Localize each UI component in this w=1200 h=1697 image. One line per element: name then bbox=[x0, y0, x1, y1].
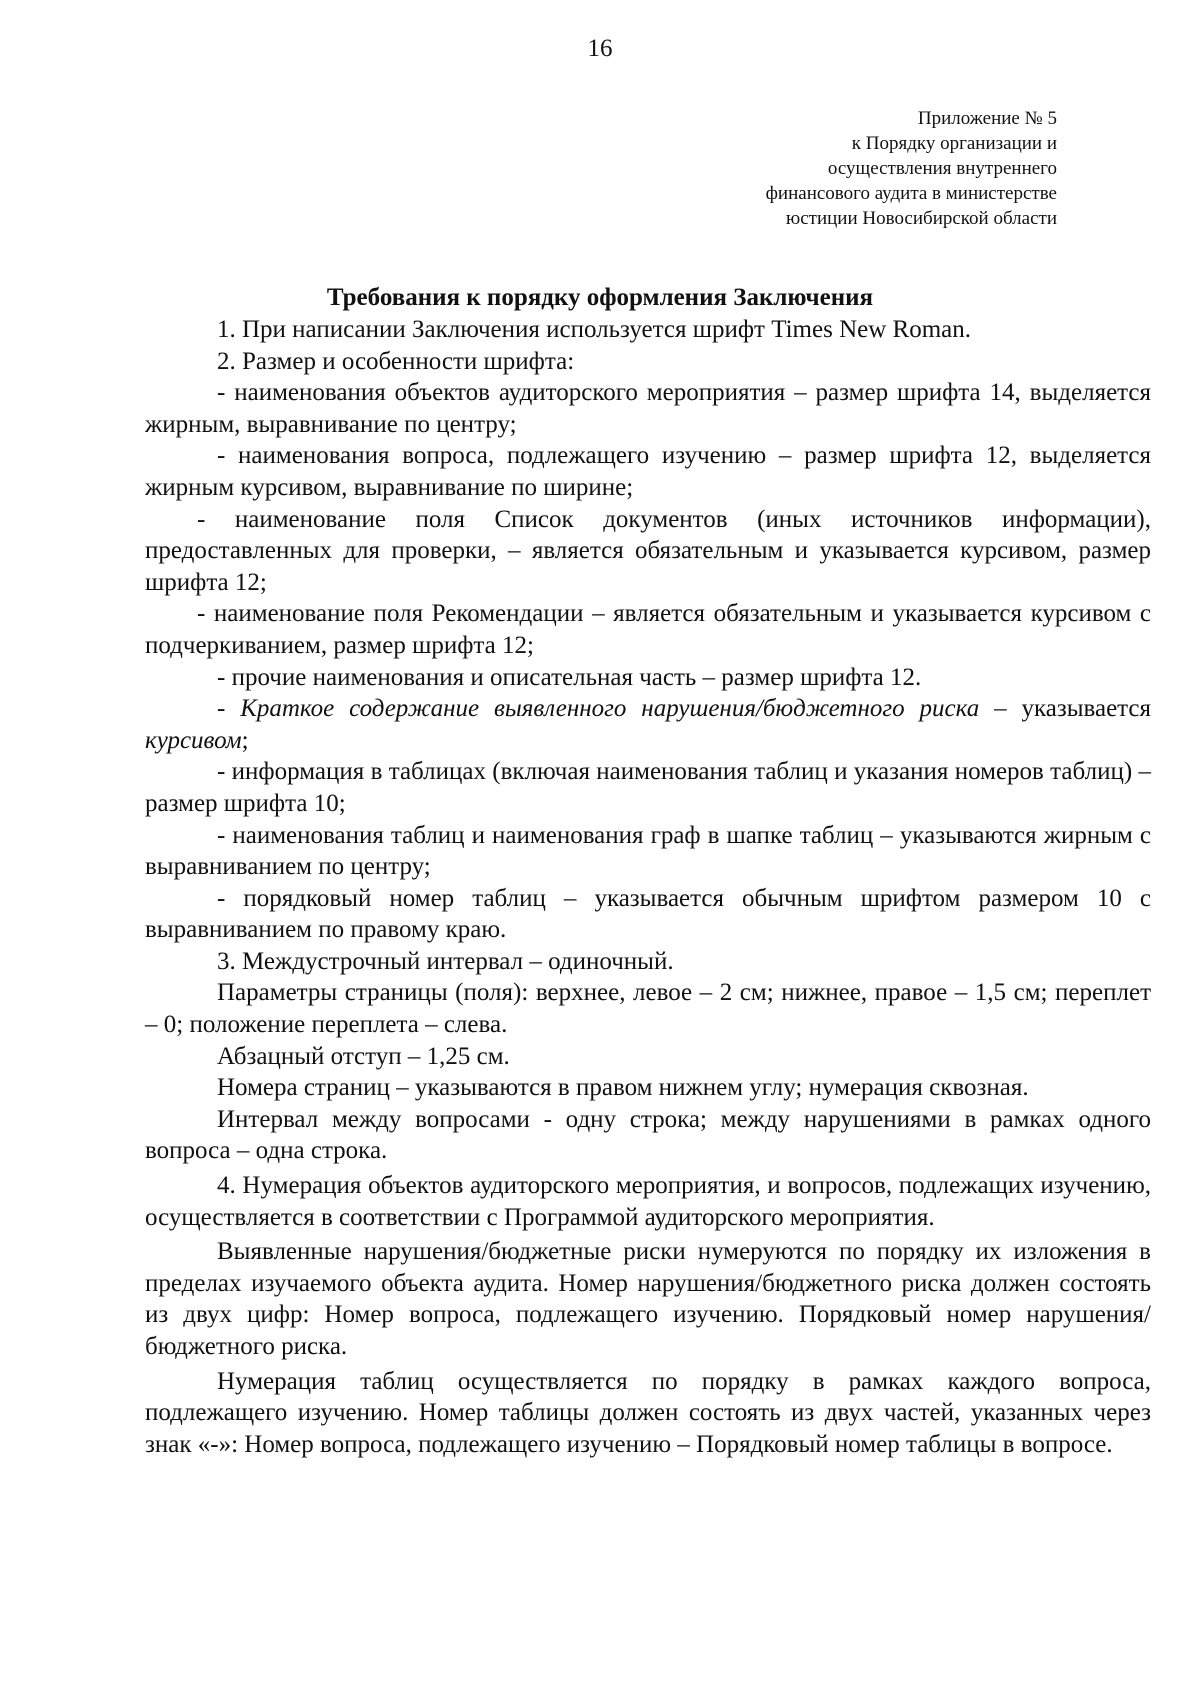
paragraph: 2. Размер и особенности шрифта: bbox=[217, 347, 575, 375]
paragraph: - наименование поля Рекомендации – является обязательным и указывается курсивом с подчеркиванием, размер шрифта 12; bbox=[145, 600, 1151, 659]
text: ; bbox=[241, 726, 249, 754]
paragraph: 1. При написании Заключения используется шрифт Times New Roman. bbox=[217, 316, 971, 343]
paragraph: Номера страниц – указываются в правом нижнем углу; нумерация сквозная. bbox=[217, 1074, 1029, 1102]
appendix-line: юстиции Новосибирской области bbox=[786, 208, 1057, 229]
italic-text: курсивом bbox=[145, 726, 242, 754]
paragraph: - информация в таблицах (включая наименования таблиц и указания номеров таблиц) – размер шрифта 10; bbox=[145, 758, 1151, 817]
paragraph: - наименование поля Список документов (иных источников информации), предоставленных для проверки, – является обязательным и указывается курсивом, размер шрифта 12; bbox=[145, 505, 1151, 596]
appendix-header bbox=[766, 106, 1057, 231]
text: – указывается bbox=[979, 695, 1151, 723]
paragraph bbox=[145, 693, 1151, 756]
page-number: 16 bbox=[587, 35, 613, 62]
paragraph: Параметры страницы (поля): верхнее, левое – 2 см; нижнее, правое – 1,5 см; переплет – 0; положение переплета – слева. bbox=[145, 979, 1151, 1039]
appendix-line: Приложение № 5 bbox=[917, 108, 1057, 129]
paragraph: 3. Междустрочный интервал – одиночный. bbox=[217, 947, 674, 975]
appendix-line: к Порядку организации и bbox=[851, 133, 1057, 154]
document-title: Требования к порядку оформления Заключения bbox=[326, 284, 874, 311]
paragraph: - наименования таблиц и наименования граф в шапке таблиц – указываются жирным с выравниванием по центру; bbox=[145, 821, 1151, 881]
document-body bbox=[145, 314, 1151, 1460]
paragraph: - наименования вопроса, подлежащего изучению – размер шрифта 12, выделяется жирным курсивом, выравнивание по ширине; bbox=[145, 442, 1151, 501]
appendix-line: финансового аудита в министерстве bbox=[765, 183, 1057, 204]
paragraph: Абзацный отступ – 1,25 см. bbox=[217, 1042, 510, 1070]
paragraph: - наименования объектов аудиторского мероприятия – размер шрифта 14, выделяется жирным, выравнивание по центру; bbox=[145, 379, 1151, 438]
paragraph: - порядковый номер таблиц – указывается обычным шрифтом размером 10 с выравниванием по правому краю. bbox=[145, 884, 1151, 944]
text: - bbox=[217, 695, 241, 723]
paragraph: Выявленные нарушения/бюджетные риски нумеруются по порядку их изложения в пределах изучаемого объекта аудита. Номер нарушения/бюджетного риска должен состоять из двух цифр: Номер вопроса, подлежащего изучению. Порядковый номер нарушения/бюджетного риска. bbox=[145, 1238, 1151, 1360]
paragraph: - прочие наименования и описательная часть – размер шрифта 12. bbox=[217, 663, 922, 691]
paragraph: 4. Нумерация объектов аудиторского мероприятия, и вопросов, подлежащих изучению, осуществляется в соответствии с Программой аудиторского мероприятия. bbox=[145, 1172, 1151, 1231]
italic-text: Краткое содержание выявленного нарушения/бюджетного риска bbox=[240, 695, 980, 723]
paragraph: Нумерация таблиц осуществляется по порядку в рамках каждого вопроса, подлежащего изучению. Номер таблицы должен состоять из двух частей, указанных через знак «-»: Номер вопроса, подлежащего изучению – Порядковый номер таблицы в вопросе. bbox=[145, 1367, 1151, 1458]
paragraph: Интервал между вопросами - одну строка; между нарушениями в рамках одного вопроса – одна строка. bbox=[145, 1105, 1151, 1165]
appendix-line: осуществления внутреннего bbox=[827, 158, 1057, 179]
